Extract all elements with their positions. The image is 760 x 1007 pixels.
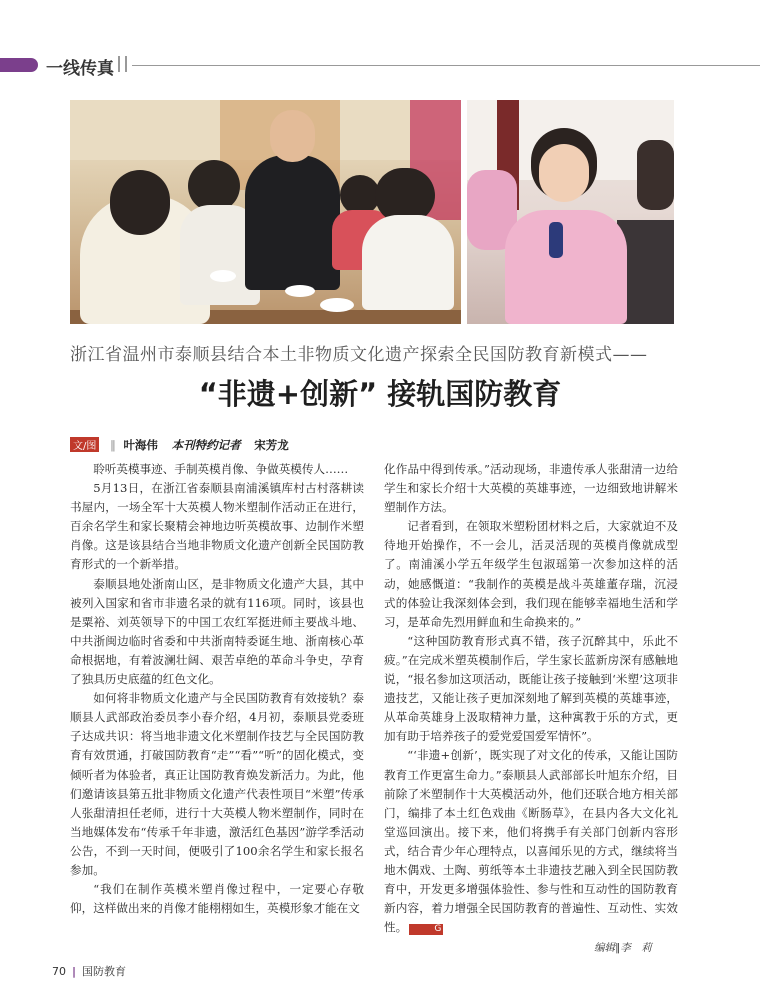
paragraph: “我们在制作英模米塑肖像过程中，一定要心存敬仰，这样做出来的肖像才能栩栩如生，英模形象才能在文: [70, 882, 364, 916]
article-column-left: [70, 460, 364, 918]
section-divider-mark: [118, 56, 127, 72]
paragraph: 如何将非物质文化遗产与全民国防教育有效接轨？泰顺县人武部政治委员李小春介绍，4月初，泰顺县党委班子达成共识：将当地非遗文化米塑制作技艺与全民国防教育有效贯通，打破国防教育“走”“看”“听”的固化模式，变倾听者为体验者，真正让国防教育焕发新活力。为此，他们邀请该县第五批非物质文化遗产代表性项目“米塑”传承人张甜清担任老师，进行十大英模人物米塑制作，同时在当地媒体发布“传承千年非遗，激活红色基因”游学季活动公告，不到一天时间，便吸引了100余名学生和家长报名参加。: [70, 691, 364, 877]
byline-coauthor: 宋芳龙: [254, 438, 289, 452]
editor-credit: 编辑∥李 莉: [594, 942, 652, 954]
article-column-right: [384, 460, 678, 937]
end-mark-icon: G: [409, 924, 443, 935]
paragraph-continuation: 化作品中得到传承。”活动现场，非遗传承人张甜清一边给学生和家长介绍十大英模的英雄事迹，一边细致地讲解米塑制作方法。: [384, 462, 678, 515]
page-number: 70: [52, 965, 66, 978]
section-label: 一线传真: [46, 59, 114, 79]
paragraph: “这种国防教育形式真不错，孩子沉醉其中，乐此不疲。”在完成米塑英模制作后，学生家长蓝新房深有感触地说，“报名参加这项活动，既能让孩子接触到‘米塑’这项非遗技艺，又能让孩子更加深刻地了解到英模的英雄事迹，从革命英雄身上汲取精神力量，这种寓教于乐的方式，更加有助于培养孩子的爱党爱国爱军情怀”。: [384, 633, 678, 744]
byline-tag: 文/图: [70, 437, 99, 452]
paragraph: 聆听英模事迹、手制英模肖像、争做英模传人……: [93, 462, 349, 476]
article-subtitle: 浙江省温州市泰顺县结合本土非物质文化遗产探索全民国防教育新模式——: [70, 345, 648, 365]
byline-author: 叶海伟: [123, 438, 158, 452]
article-headline: “非遗+创新” 接轨国防教育: [198, 377, 562, 411]
paragraph: [384, 746, 678, 937]
section-rule: [132, 65, 760, 66]
paragraph: 5月13日，在浙江省泰顺县南浦溪镇库村古村落耕读书屋内，一场全军十大英模人物米塑制作活动正在进行，百余名学生和家长聚精会神地边听英模故事、边制作米塑肖像。这是该县结合当地非物质文化遗产创新全民国防教育形式的一个新举措。: [70, 481, 364, 572]
magazine-name: 国防教育: [82, 965, 127, 978]
section-accent-bar: [0, 58, 38, 72]
photo-classroom-workshop: [70, 100, 461, 324]
paragraph-text: “‘非遗+创新’，既实现了对文化的传承，又能让国防教育工作更富生命力。”泰顺县人武部部长叶旭东介绍，目前除了米塑制作十大英模活动外，他们还联合地方相关部门，编排了本土红色戏曲《断肠草》，在县内各大文化礼堂巡回演出。接下来，他们将携手有关部门创新内容形式，结合青少年心理特点，以喜闻乐见的方式，继续将当地木偶戏、土陶、剪纸等本土非遗技艺融入到全民国防教育中，开发更多增强体验性、参与性和互动性的国防教育新内容，着力增强全民国防教育的普遍性、互动性、实效性。: [384, 748, 678, 935]
byline: [70, 437, 289, 453]
byline-role: 本刊特约记者: [171, 438, 241, 452]
photo-girl-holding-figurine: [467, 100, 674, 324]
footer-divider: |: [72, 965, 77, 978]
byline-separator: ∥: [110, 438, 116, 452]
paragraph: 记者看到，在领取米塑粉团材料之后，大家就迫不及待地开始操作，不一会儿，活灵活现的英模肖像就成型了。南浦溪小学五年级学生包淑瑶第一次参加这样的活动，她感慨道：“我制作的英模是战斗英雄董存瑞，沉浸式的体验让我深刻体会到，我们现在能够幸福地生活和学习，是革命先烈用鲜血和生命换来的。”: [384, 519, 678, 629]
section-header: [0, 55, 760, 77]
page-footer: [52, 963, 126, 979]
paragraph: 泰顺县地处浙南山区，是非物质文化遗产大县，其中被列入国家和省市非遗名录的就有116项。同时，该县也是粟裕、刘英领导下的中国工农红军挺进师主要战斗地、中共浙闽边临时省委和中共浙南特委诞生地、浙南核心革命根据地，有着波澜壮阔、艰苦卓绝的革命斗争史，孕育了独具历史底蕴的红色文化。: [70, 576, 364, 687]
